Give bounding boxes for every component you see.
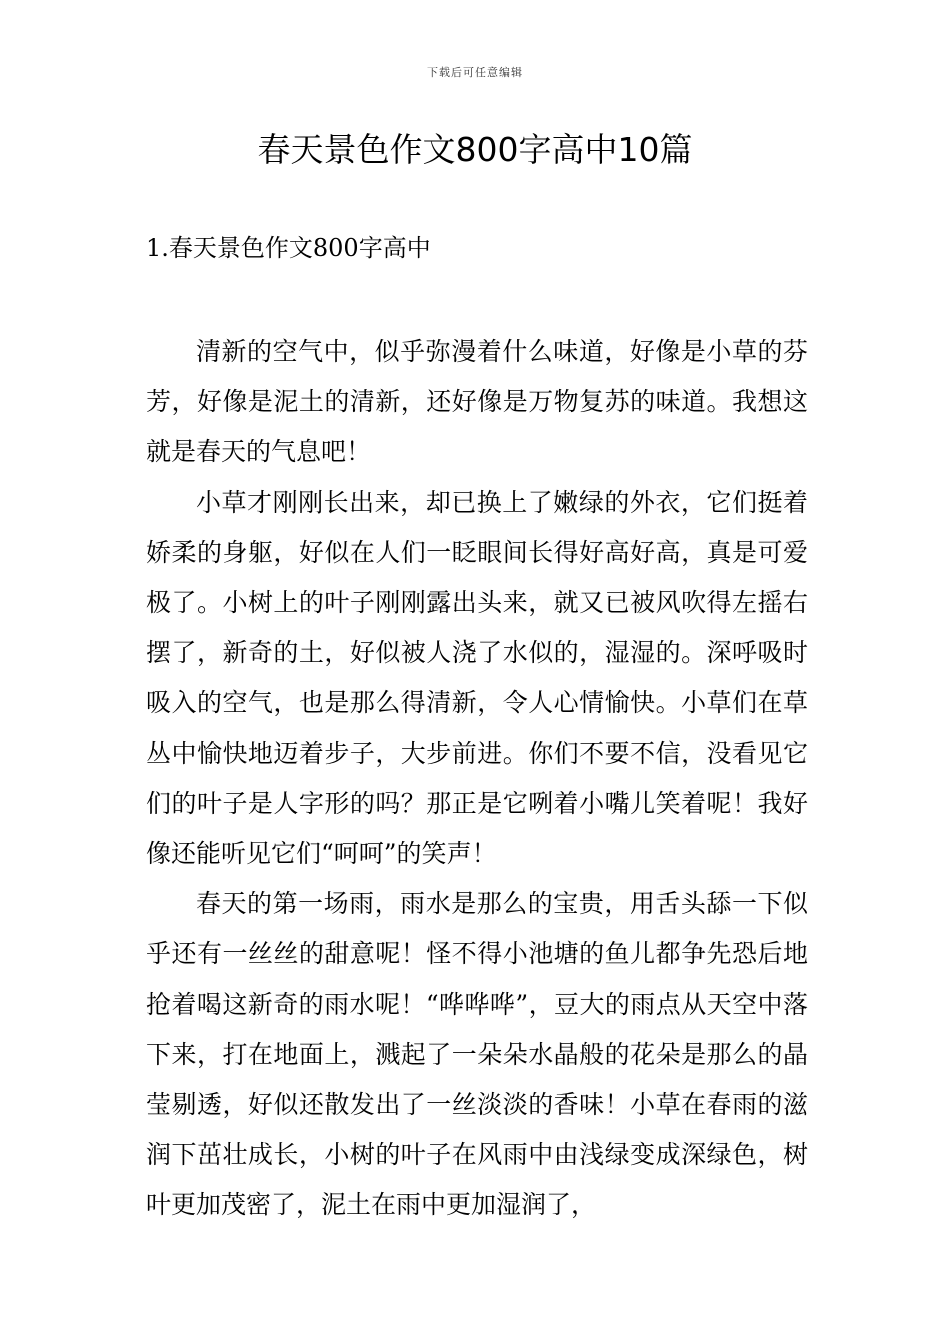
document-title: 春天景色作文800字高中10篇 [257,130,693,169]
essay-body [146,327,808,1231]
paragraph: 春天的第一场雨，雨水是那么的宝贵，用舌头舔一下似乎还有一丝丝的甜意呢！怪不得小池塘的鱼儿都争先恐后地抢着喝这新奇的雨水呢！“哗哗哗”，豆大的雨点从天空中落下来，打在地面上，溅起了一朵朵水晶般的花朵是那么的晶莹剔透，好似还散发出了一丝淡淡的香味！小草在春雨的滋润下茁壮成长，小树的叶子在风雨中由浅绿变成深绿色，树叶更加茂密了，泥土在雨中更加湿润了， [146,889,808,1220]
header-note: 下载后可任意编辑 [427,66,523,79]
paragraph: 清新的空气中，似乎弥漫着什么味道，好像是小草的芬芳，好像是泥土的清新，还好像是万物复苏的味道。我想这就是春天的气息吧！ [146,337,808,467]
paragraph: 小草才刚刚长出来，却已换上了嫩绿的外衣，它们挺着娇柔的身躯，好似在人们一眨眼间长得好高好高，真是可爱极了。小树上的叶子刚刚露出头来，就又已被风吹得左摇右摆了，新奇的土，好似被人浇了水似的，湿湿的。深呼吸时吸入的空气，也是那么得清新，令人心情愉快。小草们在草丛中愉快地迈着步子，大步前进。你们不要不信，没看见它们的叶子是人字形的吗？那正是它咧着小嘴儿笑着呢！我好像还能听见它们“呵呵”的笑声！ [146,487,808,869]
section-heading: 1.春天景色作文800字高中 [146,234,431,262]
